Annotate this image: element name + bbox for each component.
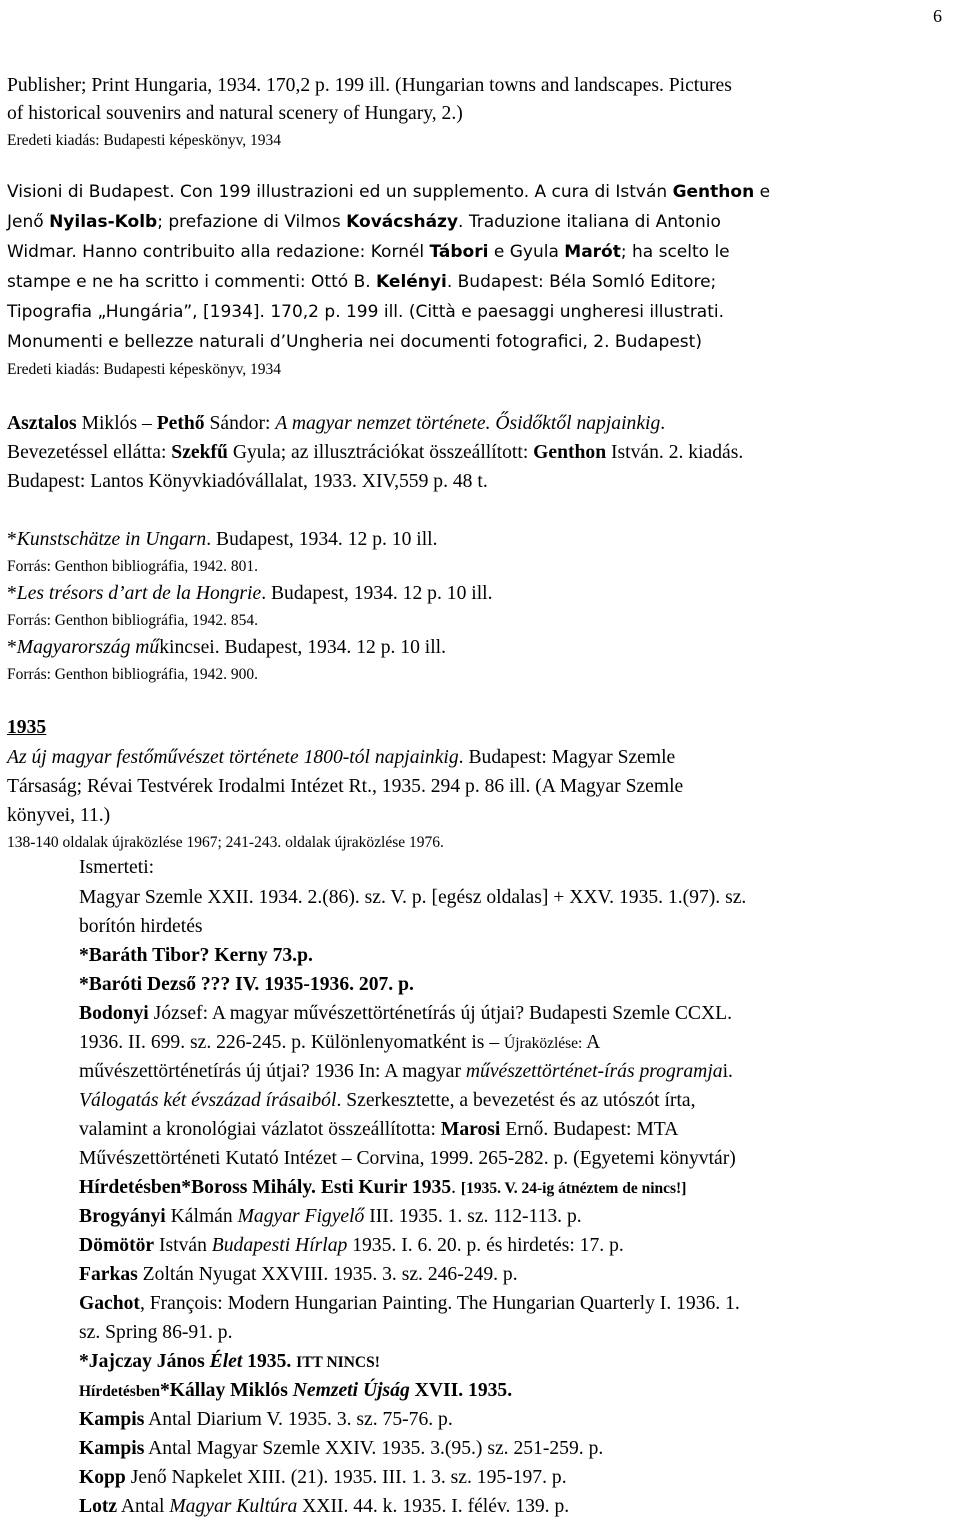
text-line xyxy=(79,1439,603,1459)
text-line xyxy=(7,835,444,851)
text-run: Genthon xyxy=(533,442,607,463)
text-run: XVII. 1935. xyxy=(409,1380,513,1401)
text-run: Genthon xyxy=(672,182,755,202)
text-run: . Budapest, 1934. 12 p. 10 ill. xyxy=(206,529,438,550)
text-line xyxy=(7,806,110,826)
text-line xyxy=(7,104,463,124)
text-line xyxy=(79,1497,569,1517)
text-line xyxy=(7,443,743,463)
text-line xyxy=(7,414,665,434)
text-line xyxy=(79,1178,686,1198)
text-run: A xyxy=(582,1032,601,1053)
text-run: Marót xyxy=(564,242,621,262)
text-run: István xyxy=(154,1235,212,1256)
text-line xyxy=(79,1091,696,1111)
text-run: Zoltán Nyugat XXVIII. 1935. 3. sz. 246-249. p. xyxy=(137,1264,518,1285)
text-run: valamint a kronológiai vázlatot összeállította: xyxy=(79,1119,441,1140)
text-run: Kampis xyxy=(79,1438,145,1459)
text-line xyxy=(79,1468,567,1488)
text-run: Budapest: Lantos Könyvkiadóvállalat, 1933. XIV,559 p. 48 t. xyxy=(7,471,488,492)
text-run: *Baráth Tibor? Kerny 73.p. xyxy=(79,945,313,966)
text-run: ITT NINCS! xyxy=(296,1354,380,1371)
text-run: Widmar. Hanno contribuito alla redazione: Kornél xyxy=(7,242,430,262)
text-run: 1935 xyxy=(7,717,47,738)
text-run: Kunstschätze in Ungarn xyxy=(16,529,207,550)
text-run: i. xyxy=(722,1061,733,1082)
text-run: Budapesti Hírlap xyxy=(211,1235,348,1256)
text-line xyxy=(79,1149,736,1169)
text-run: . Budapest: Magyar Szemle xyxy=(458,747,676,768)
text-run: Gachot xyxy=(79,1293,140,1314)
text-run: Élet xyxy=(209,1351,243,1372)
text-run: . Szerkesztette, a bevezetést és az utószót írta, xyxy=(336,1090,696,1111)
text-run: művészettörténetírás új útjai? 1936 In: A magyar xyxy=(79,1061,466,1082)
text-run: művészettörténet-írás programja xyxy=(465,1061,723,1082)
text-line xyxy=(7,748,675,768)
text-line xyxy=(79,1410,453,1430)
text-run: Tábori xyxy=(429,242,489,262)
page-number: 6 xyxy=(933,6,942,26)
text-run: Jenő xyxy=(7,212,50,232)
text-run: József: A magyar művészettörténetírás új útjai? Budapesti Szemle CCXL. xyxy=(148,1003,733,1024)
text-line xyxy=(7,133,281,149)
text-run: Kelényi xyxy=(376,272,447,292)
text-line xyxy=(7,472,488,492)
text-line xyxy=(79,975,414,995)
text-run: Az új magyar festőművészet története 1800-tól napjainkig xyxy=(7,747,459,768)
text-run: Hírdetésben xyxy=(79,1383,160,1400)
text-line xyxy=(79,1004,732,1024)
text-line xyxy=(7,274,716,291)
text-run: Nemzeti Újság xyxy=(292,1380,410,1401)
text-run: Bevezetéssel ellátta: xyxy=(7,442,172,463)
text-run: Visioni di Budapest. Con 199 illustrazioni ed un supplemento. A cura di István xyxy=(7,182,673,202)
text-run: Tipografia „Hungária”, [1934]. 170,2 p. 199 ill. (Città e paesaggi ungheresi illustrati. xyxy=(7,302,725,322)
text-run: Ismerteti: xyxy=(79,857,155,878)
text-run: Jenő Napkelet XIII. (21). 1935. III. 1. 3. sz. 195-197. p. xyxy=(125,1467,567,1488)
text-run: Farkas xyxy=(79,1264,138,1285)
text-line xyxy=(7,214,721,231)
text-run: kincsei. Budapest, 1934. 12 p. 10 ill. xyxy=(159,637,447,658)
text-run: [1935. V. 24-ig átnéztem de nincs!] xyxy=(460,1180,687,1197)
text-line xyxy=(79,1207,582,1227)
text-line xyxy=(79,1352,380,1372)
text-run: A magyar nemzet története. Ősidőktől napjainkig xyxy=(275,413,661,434)
text-run: Pethő xyxy=(156,413,205,434)
text-run: Asztalos xyxy=(7,413,77,434)
text-run: . xyxy=(451,1177,461,1198)
text-line xyxy=(79,1265,518,1285)
text-run: * xyxy=(7,637,17,658)
text-line xyxy=(7,613,258,629)
text-run: Eredeti kiadás: Budapesti képeskönyv, 1934 xyxy=(7,132,282,149)
text-line xyxy=(7,530,438,550)
text-line xyxy=(7,584,493,604)
text-run: Forrás: Genthon bibliográfia, 1942. 801. xyxy=(7,558,258,575)
text-run: *Jajczay János xyxy=(79,1351,210,1372)
text-line xyxy=(7,559,258,575)
text-run: borítón hirdetés xyxy=(79,916,203,937)
text-line xyxy=(7,334,702,351)
text-run: István. 2. kiadás. xyxy=(606,442,744,463)
text-run: Forrás: Genthon bibliográfia, 1942. 900. xyxy=(7,666,258,683)
text-run: Les trésors d’art de la Hongrie xyxy=(16,583,262,604)
text-run: III. 1935. 1. sz. 112-113. p. xyxy=(364,1206,582,1227)
text-run: Magyar Figyelő xyxy=(237,1206,365,1227)
text-run: Forrás: Genthon bibliográfia, 1942. 854. xyxy=(7,612,258,629)
text-line xyxy=(79,1381,512,1401)
text-line xyxy=(7,76,732,96)
text-run: Kovácsházy xyxy=(346,212,459,232)
text-run: könyvei, 11.) xyxy=(7,805,111,826)
text-run: 1935. xyxy=(242,1351,297,1372)
text-run: e Gyula xyxy=(488,242,565,262)
text-run: Magyar Kultúra xyxy=(169,1496,298,1517)
text-run: Dömötör xyxy=(79,1235,155,1256)
text-run: Nyilas-Kolb xyxy=(49,212,158,232)
text-run: Miklós – xyxy=(76,413,157,434)
text-line xyxy=(7,244,730,261)
text-run: Szekfű xyxy=(171,442,228,463)
text-run: 1936. II. 699. sz. 226-245. p. Különlenyomatként is – xyxy=(79,1032,505,1053)
text-run: ; ha scelto le xyxy=(620,242,730,262)
text-run: Kopp xyxy=(79,1467,126,1488)
text-run: *Kállay Miklós xyxy=(159,1380,293,1401)
text-line xyxy=(7,718,46,738)
text-line xyxy=(79,1236,624,1256)
text-line xyxy=(7,184,770,201)
text-line xyxy=(79,1323,232,1343)
text-run: , François: Modern Hungarian Painting. The Hungarian Quarterly I. 1936. 1. xyxy=(139,1293,740,1314)
text-line xyxy=(79,946,313,966)
text-run: Magyarország mű xyxy=(16,637,160,658)
text-run: Társaság; Révai Testvérek Irodalmi Intézet Rt., 1935. 294 p. 86 ill. (A Magyar Szemle xyxy=(7,776,684,797)
text-line xyxy=(79,1120,678,1140)
text-run: Eredeti kiadás: Budapesti képeskönyv, 1934 xyxy=(7,361,282,378)
text-line xyxy=(7,362,281,378)
text-run: . xyxy=(660,413,666,434)
text-line xyxy=(7,777,683,797)
text-run: sz. Spring 86-91. p. xyxy=(79,1322,233,1343)
text-run: Bodonyi xyxy=(79,1003,149,1024)
text-line xyxy=(7,667,258,683)
text-run: *Baróti Dezső ??? IV. 1935-1936. 207. p. xyxy=(79,974,414,995)
text-run: Antal Magyar Szemle XXIV. 1935. 3.(95.) sz. 251-259. p. xyxy=(144,1438,604,1459)
text-run: * xyxy=(7,529,17,550)
text-line xyxy=(79,888,746,908)
text-run: Ernő. Budapest: MTA xyxy=(500,1119,679,1140)
text-line xyxy=(79,858,154,878)
text-run: XXII. 44. k. 1935. I. félév. 139. p. xyxy=(297,1496,570,1517)
text-run: 138-140 oldalak újraközlése 1967; 241-243. oldalak újraközlése 1976. xyxy=(7,834,444,851)
text-run: Hírdetésben*Boross Mihály. Esti Kurir 1935 xyxy=(79,1177,452,1198)
text-run: stampe e ne ha scritto i commenti: Ottó B. xyxy=(7,272,377,292)
text-line xyxy=(79,1294,740,1314)
text-run: . Budapest, 1934. 12 p. 10 ill. xyxy=(261,583,493,604)
text-line xyxy=(7,304,724,321)
text-run: Magyar Szemle XXII. 1934. 2.(86). sz. V. p. [egész oldalas] + XXV. 1935. 1.(97). sz. xyxy=(79,887,747,908)
text-run: Válogatás két évszázad írásaiból xyxy=(79,1090,337,1111)
text-line xyxy=(79,1062,733,1082)
text-run: Újraközlése: xyxy=(504,1035,583,1052)
text-run: Monumenti e bellezze naturali d’Ungheria nei documenti fotografici, 2. Budapest) xyxy=(7,332,702,352)
text-run: . Budapest: Béla Somló Editore; xyxy=(446,272,717,292)
text-run: e xyxy=(754,182,771,202)
text-run: Sándor: xyxy=(204,413,276,434)
text-run: * xyxy=(7,583,17,604)
text-run: Marosi xyxy=(440,1119,501,1140)
text-run: Lotz xyxy=(79,1496,118,1517)
text-line xyxy=(7,638,446,658)
text-run: . Traduzione italiana di Antonio xyxy=(458,212,721,232)
text-line xyxy=(79,1033,600,1053)
text-run: Kampis xyxy=(79,1409,145,1430)
text-run: Brogyányi xyxy=(79,1206,166,1227)
text-run: of historical souvenirs and natural scenery of Hungary, 2.) xyxy=(7,103,463,124)
text-run: Kálmán xyxy=(165,1206,238,1227)
text-run: Művészettörténeti Kutató Intézet – Corvina, 1999. 265-282. p. (Egyetemi könyvtár) xyxy=(79,1148,736,1169)
text-run: Publisher; Print Hungaria, 1934. 170,2 p. 199 ill. (Hungarian towns and landscapes. Pictures xyxy=(7,75,732,96)
text-run: Gyula; az illusztrációkat összeállított: xyxy=(227,442,534,463)
text-run: ; prefazione di Vilmos xyxy=(157,212,347,232)
text-run: 1935. I. 6. 20. p. és hirdetés: 17. p. xyxy=(347,1235,624,1256)
text-line xyxy=(79,917,203,937)
text-run: Antal xyxy=(117,1496,170,1517)
text-run: Antal Diarium V. 1935. 3. sz. 75-76. p. xyxy=(144,1409,453,1430)
